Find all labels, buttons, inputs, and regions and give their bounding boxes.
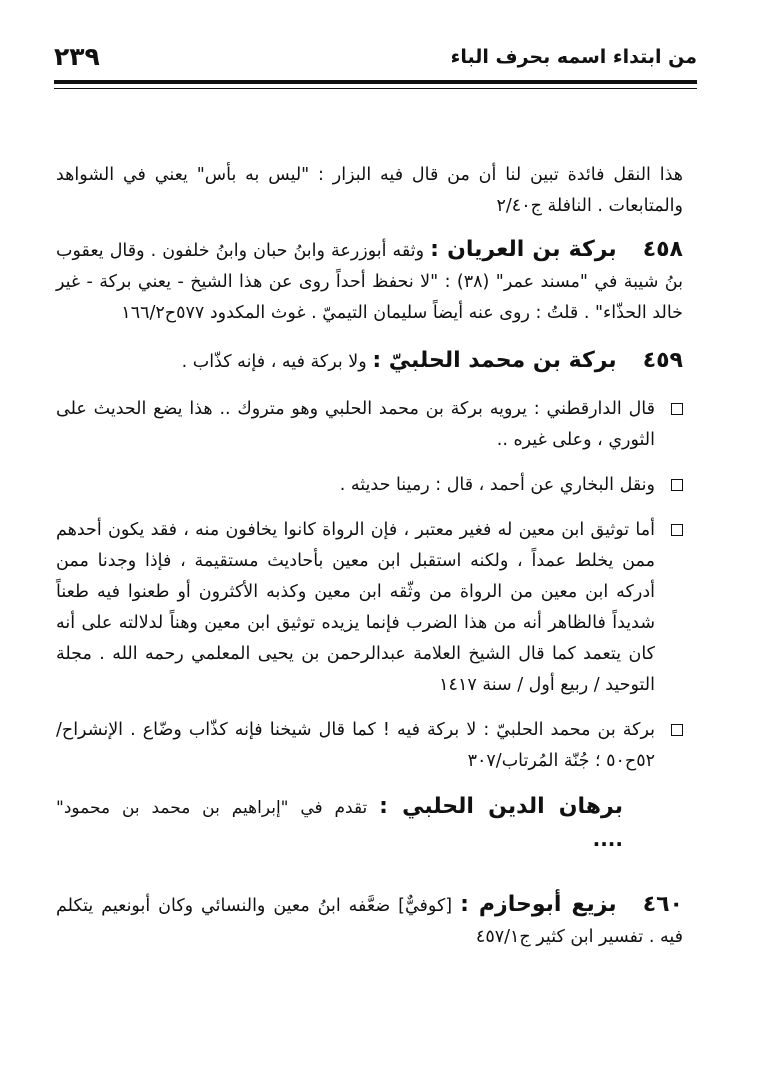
bullet-text: قال الدارقطني : يرويه بركة بن محمد الحلبي وهو متروك .. هذا يضع الحديث على الثوري ، وعلى غيره .. <box>56 399 655 450</box>
entry-number: ٤٥٩ <box>642 348 683 373</box>
checkbox-bullet-icon <box>671 724 683 736</box>
entry-name: بركة بن العريان : <box>430 237 617 262</box>
entry-name: بركة بن محمد الحلبيّ : <box>372 348 617 373</box>
entry-number: ٤٥٨ <box>642 237 683 262</box>
checkbox-bullet-icon <box>671 524 683 536</box>
bullet-text: أما توثيق ابن معين له فغير معتبر ، فإن الرواة كانوا يخافون منه ، فقد يكون أحدهم ممن يخلط عمداً ، ولكنه استقبل ابن معين بأحاديث مستقيمة ، فإذا وجدنا ممن أدركه ابن معين من الرواة من وثّقه ابن معين وكذبه الأكثرون أو طعنوا فيه طعناً شديداً فالظاهر أنه من هذا الضرب فإنما يزيده توثيق ابن معين وهناً لدلالته على أنه كان يتعمد كما قال الشيخ العلامة عبدالرحمن بن يحيى المعلمي رحمه الله . مجلة التوحيد / ربيع أول / سنة ١٤١٧ <box>56 520 655 695</box>
entry-text: [كوفيٌّ] ضعَّفه ابنُ معين والنسائي وكان أبونعيم يتكلم فيه . تفسير ابن كثير ج٤٥٧/١ <box>56 896 683 947</box>
bullet-text: بركة بن محمد الحلبيّ : لا بركة فيه ! كما قال شيخنا فإنه كذّاب وضّاع . الإنشراح/٥٢ح٥٠ ؛ جُنّة المُرتاب/٣٠٧ <box>56 720 655 771</box>
bullet-text: ونقل البخاري عن أحمد ، قال : رمينا حديثه . <box>339 475 655 495</box>
bullet-item <box>56 470 683 501</box>
intro-paragraph: هذا النقل فائدة تبين لنا أن من قال فيه البزار : "ليس به بأس" يعني في الشواهد والمتابعات . النافلة ج٢/٤٠ <box>56 165 683 216</box>
checkbox-bullet-icon <box>671 403 683 415</box>
cross-reference-text: تقدم في "إبراهيم بن محمد بن محمود" <box>56 798 368 818</box>
entry-text: ولا بركة فيه ، فإنه كذّاب . <box>181 352 367 372</box>
entry-number: ٤٦٠ <box>642 892 683 917</box>
cross-reference-dots: .... <box>592 827 623 851</box>
cross-reference <box>56 791 683 857</box>
entry-text: وثقه أبوزرعة وابنُ حبان وابنُ خلفون . وقال يعقوب بنُ شيبة في "مسند عمر" (٣٨) : "لا نحفظ أحداً روى عن هذا الشيخ - يعني بركة - غير خالد الحذّاء" . قلتُ : روى عنه أيضاً سليمان التيميّ . غوث المكدود <box>56 241 683 323</box>
page-number: ٢٣٩ <box>54 42 100 71</box>
entry-458 <box>56 234 683 329</box>
page-header <box>54 42 697 76</box>
bullet-item <box>56 715 683 777</box>
entry-460 <box>56 889 683 953</box>
bullet-item <box>56 394 683 456</box>
entry-reference: ٥٧٧ح١٦٦/٢ <box>121 303 205 323</box>
header-rule-thick <box>54 80 697 84</box>
header-rule-thin <box>54 88 697 89</box>
page-content <box>56 160 683 969</box>
entry-459 <box>56 345 683 378</box>
checkbox-bullet-icon <box>671 479 683 491</box>
cross-reference-name: برهان الدين الحلبي : <box>379 794 624 819</box>
running-title: من ابتداء اسمه بحرف الباء <box>450 46 697 68</box>
entry-name: بزيع أبوحازم : <box>460 892 617 917</box>
bullet-item <box>56 515 683 701</box>
